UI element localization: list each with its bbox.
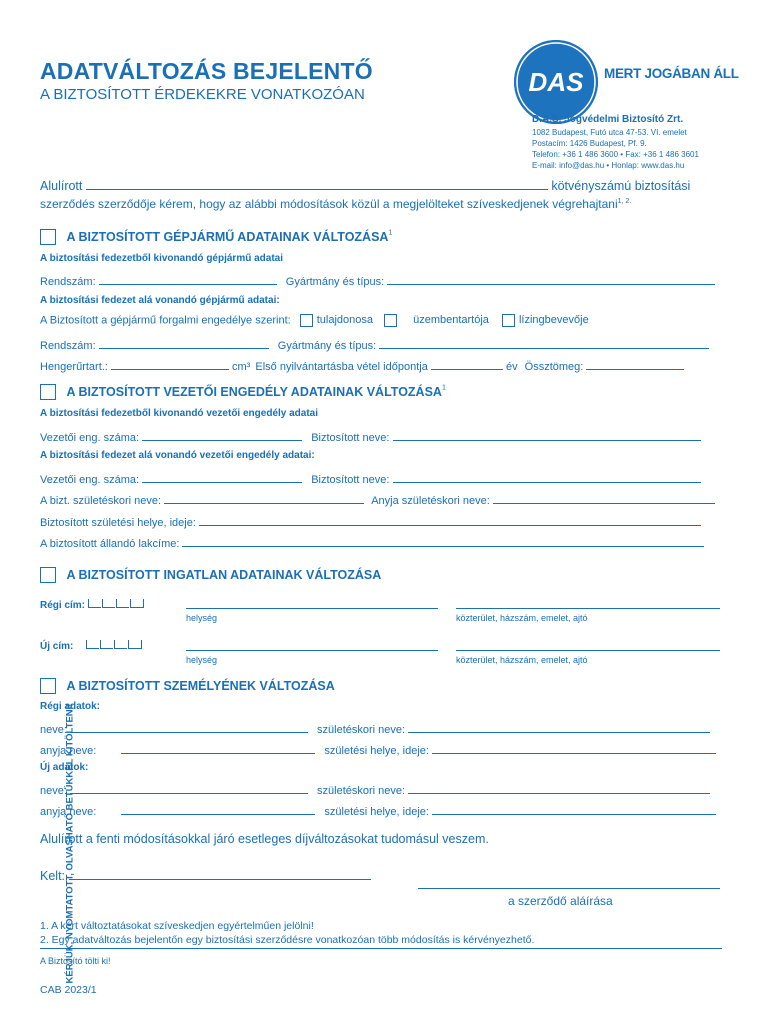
section-title: A BIZTOSÍTOTT GÉPJÁRMŰ ADATAINAK VÁLTOZÁSA: [66, 230, 389, 244]
row-new-address: [40, 640, 143, 652]
signature-label: a szerződő aláírása: [508, 894, 613, 908]
lessee-checkbox[interactable]: [502, 314, 515, 327]
label: Anyja születéskori neve:: [371, 495, 490, 507]
section-sup: 1: [441, 384, 446, 392]
label: A bizt. születéskori neve:: [40, 495, 162, 507]
label: Biztosított születési helye, ideje:: [40, 517, 196, 529]
label: Rendszám:: [40, 340, 96, 352]
person-checkbox[interactable]: [40, 678, 56, 694]
acceptance-text: Alulírott a fenti módosításokkal járó esetleges díjváltozásokat tudomásul veszem.: [40, 832, 489, 846]
row-kelt: [40, 868, 371, 883]
subheading: Új adatok:: [40, 762, 89, 773]
license-checkbox[interactable]: [40, 384, 56, 400]
intro-start: Alulírott: [40, 179, 83, 193]
label: A Biztosított a gépjármű forgalmi engedélye szerint:: [40, 314, 291, 327]
insurer-note: A Biztosító tölti ki!: [40, 956, 111, 966]
row-engine: [40, 358, 684, 373]
section-sup: 1: [388, 229, 393, 237]
date-field[interactable]: [69, 868, 371, 880]
row-ownership: [40, 314, 589, 327]
subheading: A biztosítási fedezet alá vonandó vezetői engedély adatai:: [40, 450, 315, 461]
row-old-plate: [40, 273, 715, 288]
old-mother-field[interactable]: [121, 742, 315, 754]
label: neve:: [40, 785, 67, 797]
label: neve:: [40, 724, 67, 736]
section-title: A BIZTOSÍTOTT INGATLAN ADATAINAK VÁLTOZÁSA: [66, 568, 382, 582]
section-title: A BIZTOSÍTOTT VEZETŐI ENGEDÉLY ADATAINAK VÁLTOZÁSA: [66, 385, 442, 399]
row-new-license: [40, 471, 701, 486]
old-name-field[interactable]: [70, 721, 308, 733]
address-field[interactable]: [182, 535, 704, 547]
old-insured-name-field[interactable]: [393, 429, 701, 441]
unit: év: [505, 361, 518, 373]
row-address: [40, 535, 704, 550]
company-name: D.A.S. Jogvédelmi Biztosító Zrt.: [532, 114, 684, 125]
row-birth-names: [40, 492, 715, 507]
new-mother-field[interactable]: [121, 803, 315, 815]
label: Régi cím:: [40, 600, 86, 611]
engine-field[interactable]: [111, 358, 229, 370]
weight-field[interactable]: [586, 358, 684, 370]
old-license-field[interactable]: [142, 429, 302, 441]
old-zip-boxes[interactable]: [88, 599, 145, 611]
owner-checkbox[interactable]: [300, 314, 313, 327]
new-license-field[interactable]: [142, 471, 302, 483]
option-label: tulajdonosa: [316, 314, 374, 327]
new-name-field[interactable]: [70, 782, 308, 794]
section-person: [40, 677, 335, 695]
intro-line-1: [40, 178, 690, 193]
option-label: lízingbevevője: [518, 314, 589, 327]
intro-end: kötvényszámú biztosítási: [551, 179, 691, 193]
label: Vezetői eng. száma:: [40, 474, 140, 486]
label: anyja neve:: [40, 745, 97, 757]
old-plate-field[interactable]: [99, 273, 277, 285]
section-property: [40, 566, 381, 584]
section-vehicle: [40, 228, 392, 246]
address-line: E-mail: info@das.hu • Honlap: www.das.hu: [532, 161, 685, 170]
row-birthplace: [40, 514, 701, 529]
side-instruction: KÉRJÜK, NYOMTATOTT, OLVASHATÓ BETŰKKEL KITÖLTENI!: [64, 703, 76, 984]
caption: közterület, házszám, emelet, ajtó: [456, 655, 588, 665]
section-license: [40, 383, 446, 401]
row-new-mother: [40, 803, 716, 818]
label: A biztosított állandó lakcíme:: [40, 538, 180, 550]
option-label: üzembentartója: [413, 314, 489, 327]
row-new-plate: [40, 337, 709, 352]
label: Biztosított neve:: [311, 474, 390, 486]
caption: helység: [186, 655, 218, 665]
new-zip-boxes[interactable]: [86, 640, 143, 652]
label: Rendszám:: [40, 276, 96, 288]
name-field[interactable]: [86, 178, 548, 190]
intro-sup: 1, 2.: [617, 198, 632, 205]
old-street-line[interactable]: [456, 608, 720, 609]
section-title: A BIZTOSÍTOTT SZEMÉLYÉNEK VÁLTOZÁSA: [66, 679, 335, 693]
note-1: 1. A kért változtatásokat szíveskedjen egyértelműen jelölni!: [40, 920, 314, 932]
label: Első nyilvántartásba vétel időpontja: [255, 361, 428, 373]
new-birthplace-field[interactable]: [432, 803, 716, 815]
label: születéskori neve:: [317, 724, 406, 736]
address-line: Postacím: 1426 Budapest, Pf. 9.: [532, 139, 647, 148]
new-plate-field[interactable]: [99, 337, 269, 349]
note-2: 2. Egy adatváltozás bejelentőn egy biztosítási szerződésre vonatkozóan több módosítás is kérvényezhető.: [40, 934, 535, 946]
property-checkbox[interactable]: [40, 567, 56, 583]
subheading: A biztosítási fedezet alá vonandó gépjármű adatai:: [40, 295, 280, 306]
subheading: A biztosítási fedezetből kivonandó vezetői engedély adatai: [40, 408, 319, 419]
label: születési helye, ideje:: [324, 745, 429, 757]
label: Gyártmány és típus:: [285, 276, 385, 288]
label: Vezetői eng. száma:: [40, 432, 140, 444]
old-birthplace-field[interactable]: [432, 742, 716, 754]
subheading: Régi adatok:: [40, 701, 101, 712]
unit: cm³: [232, 361, 251, 373]
caption: közterület, házszám, emelet, ajtó: [456, 613, 588, 623]
old-city-line[interactable]: [186, 608, 438, 609]
caption: helység: [186, 613, 218, 623]
das-logo-icon: [514, 40, 598, 124]
address-line: Telefon: +36 1 486 3600 • Fax: +36 1 486 3601: [532, 150, 699, 159]
label: anyja neve:: [40, 806, 97, 818]
new-insured-name-field[interactable]: [393, 471, 701, 483]
logo-text: DAS: [528, 67, 584, 97]
first-reg-field[interactable]: [431, 358, 503, 370]
subheading: A biztosítási fedezetből kivonandó gépjármű adatai: [40, 253, 284, 264]
label: Biztosított neve:: [311, 432, 390, 444]
divider: [40, 948, 722, 949]
new-city-line[interactable]: [186, 650, 438, 651]
intro-text: szerződés szerződője kérem, hogy az alábbi módosítások közül a megjelölteket szíveskedjenek végrehajtani: [40, 197, 618, 211]
page-title: ADATVÁLTOZÁS BEJELENTŐ: [40, 58, 373, 84]
form-code: CAB 2023/1: [40, 984, 97, 996]
label: Hengerűrtart.:: [40, 361, 108, 373]
label: Össztömeg:: [524, 361, 584, 373]
old-birthname-field[interactable]: [408, 721, 710, 733]
row-old-address: [40, 599, 145, 611]
new-birthname-field[interactable]: [408, 782, 710, 794]
address-line: 1082 Budapest, Futó utca 47-53. VI. emelet: [532, 128, 687, 137]
row-old-mother: [40, 742, 716, 757]
signature-line[interactable]: [418, 888, 720, 889]
row-old-license: [40, 429, 701, 444]
vehicle-checkbox[interactable]: [40, 229, 56, 245]
birth-name-field[interactable]: [164, 492, 364, 504]
birthplace-field[interactable]: [199, 514, 701, 526]
intro-line-2: [40, 197, 631, 211]
new-street-line[interactable]: [456, 650, 720, 651]
label: születési helye, ideje:: [324, 806, 429, 818]
label: Gyártmány és típus:: [277, 340, 377, 352]
slogan: MERT JOGÁBAN ÁLL: [604, 66, 739, 81]
label: Kelt:: [40, 869, 66, 883]
row-old-name: [40, 721, 710, 736]
label: születéskori neve:: [317, 785, 406, 797]
mother-name-field[interactable]: [493, 492, 715, 504]
new-make-field[interactable]: [379, 337, 709, 349]
das-logo: [514, 40, 598, 124]
old-make-field[interactable]: [387, 273, 715, 285]
operator-checkbox[interactable]: [384, 314, 397, 327]
row-new-name: [40, 782, 710, 797]
page-subtitle: A BIZTOSÍTOTT ÉRDEKEKRE VONATKOZÓAN: [40, 86, 365, 103]
label: Új cím:: [40, 641, 74, 652]
